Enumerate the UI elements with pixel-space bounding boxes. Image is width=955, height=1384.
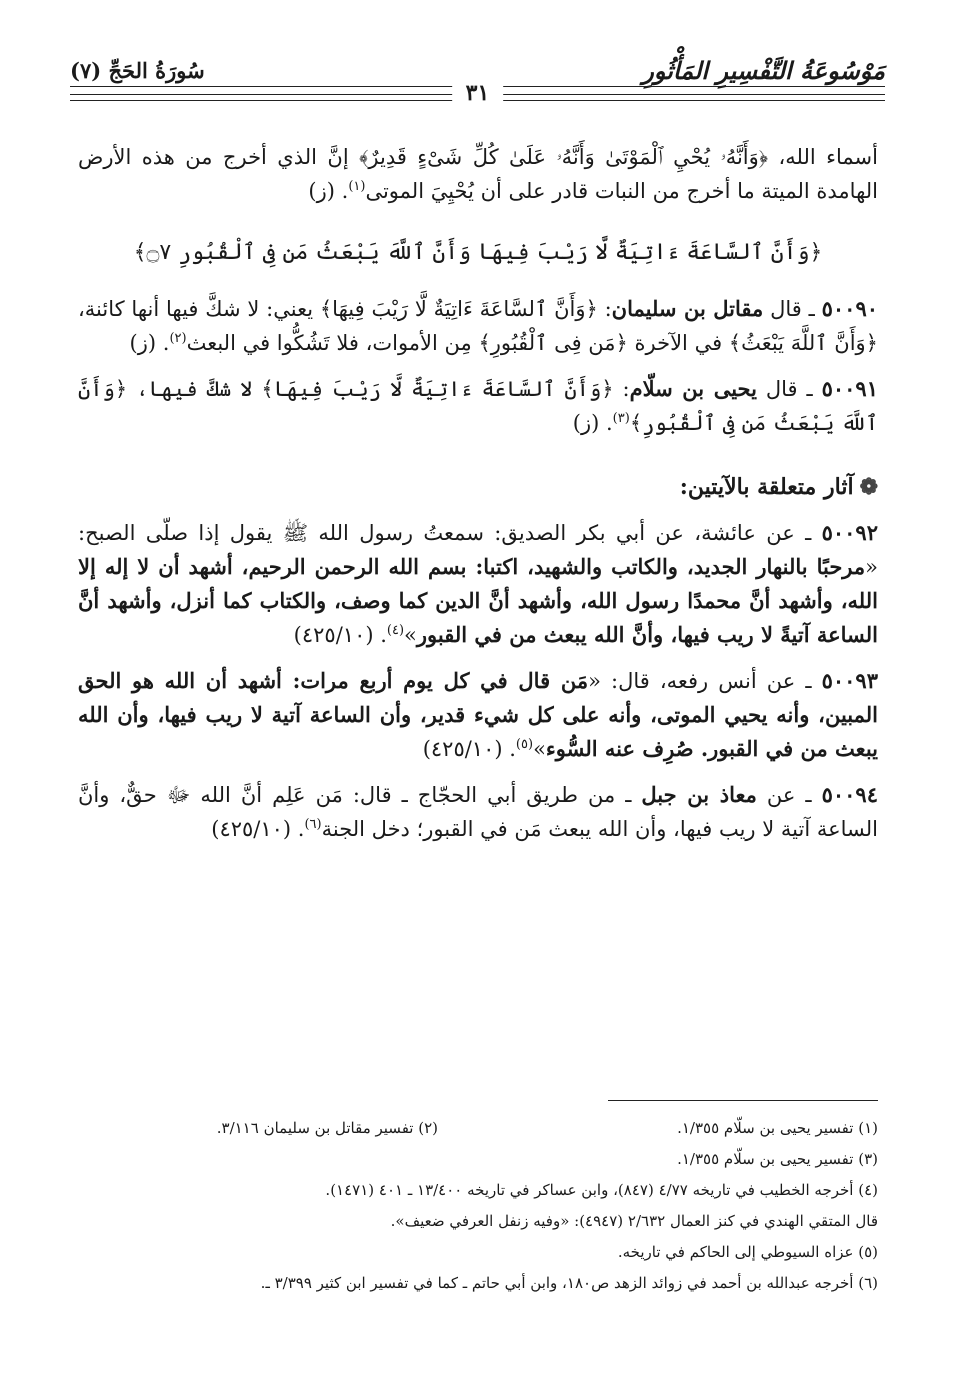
book-title: مَوْسُوعَةُ التَّفْسِيرِ المَأْثُورِ (642, 56, 885, 85)
entry-text: ـ عن أنس رفعه، قال: « (588, 669, 812, 693)
main-text (78, 140, 878, 846)
narrator-name: معاذ بن جبل (641, 782, 757, 807)
entry-50093 (78, 664, 878, 766)
source-tag: . (٤٢٥/١٠) (422, 737, 516, 761)
hadith-text: مرحبًا بالنهار الجديد، والكاتب والشهيد، اكتبا: بسم الله الرحمن الرحيم، أشهد أن لا إله إلا الله، وأشهد أنَّ محمدًا رسول الله، وأشهد أنَّ الدين كما وصف، والكتاب كما أنزل، وأشهد أنَّ الساعة آتيةً لا ريب فيها، وأنَّ الله يبعث من في القبور (78, 554, 878, 647)
entry-number: ٥٠٠٩٠ (821, 296, 879, 321)
source-tag: . (ز) (308, 179, 349, 203)
surah-label: سُورَةُ الحَجِّ (٧) (70, 58, 205, 83)
entry-50091 (78, 372, 878, 440)
footnote-5: (٥) عزاه السيوطي إلى الحاكم في تاريخه. (617, 1243, 878, 1261)
entry-text: ـ عن (766, 783, 812, 807)
narrator-name: يحيى بن سلّام (629, 376, 757, 401)
footnote-ref[interactable]: (٢) (169, 331, 187, 346)
entry-text: : ﴿وَأَنَّ ٱلسَّاعَةَ ءَاتِيَةٌ لَّا رَيْبَ فِيهَا﴾ لا شكَّ فيها، ﴿وَأَنَّ ٱللَّهَ يَبْعَثُ مَن فِى ٱلْقُبُورِ﴾ (78, 377, 878, 435)
footnote-row (78, 1113, 878, 1144)
footnote-ref[interactable]: (٣) (612, 411, 630, 426)
footnote-ref[interactable]: (٦) (304, 817, 322, 832)
entry-number: ٥٠٠٩١ (821, 376, 878, 401)
section-heading (78, 470, 878, 504)
entry-50090 (78, 292, 878, 360)
footnote-4: (٤) أخرجه الخطيب في تاريخه ٤/٧٧ (٨٤٧)، وابن عساكر في تاريخه ١٣/٤٠٠ ـ ٤٠١ (١٤٧١). (325, 1181, 878, 1199)
quran-verse: ﴿وَأَنَّ ٱلسَّاعَةَ ءَاتِيَةٌ لَّا رَيْبَ فِيهَا وَأَنَّ ٱللَّهَ يَبْعَثُ مَن فِى ٱلْقُبُورِ ۝٧﴾ (133, 240, 823, 265)
entry-text: ـ من طريق أبي الحجّاج ـ قال: مَن عَلِم أنَّ الله ﷻ حقٌّ، وأنَّ الساعة آتية لا ريب فيها، وأن الله يبعث مَن في القبور؛ دخل الجنة (78, 783, 878, 841)
footnote-ref[interactable]: (٥) (515, 737, 534, 752)
quote-close: » (404, 623, 417, 647)
entry-text: ـ عن عائشة، عن أبي بكر الصديق: سمعتُ رسول الله ﷺ يقول إذا صلّى الصبح: « (78, 521, 878, 579)
page-number: ٣١ (452, 80, 504, 106)
flower-icon: ❁ (859, 474, 878, 500)
footnote-1: (١) تفسير يحيى بن سلّام ١/٣٥٥. (677, 1119, 878, 1137)
intro-paragraph (78, 140, 878, 208)
entry-number: ٥٠٠٩٢ (821, 520, 878, 545)
entry-50094 (78, 778, 878, 846)
footnote-ref[interactable]: (١) (348, 179, 366, 194)
entry-number: ٥٠٠٩٣ (821, 668, 878, 693)
footnote-4-note: قال المتقي الهندي في كنز العمال ٢/٦٣٢ (٤٩٤٧): «وفيه زنفل العرفي ضعيف». (390, 1212, 878, 1230)
entry-text: : ﴿وَأَنَّ ٱلسَّاعَةَ ءَاتِيَةٌ لَّا رَيْبَ فِيهَا﴾ يعني: لا شكَّ فيها أنها كائنة، ﴿وَأَنَّ ٱللَّهَ يَبْعَثُ﴾ في الآخرة ﴿مَن فِى ٱلْقُبُورِ﴾ مِن الأموات، فلا تَشُكُّوا في البعث (78, 297, 878, 355)
footnotes (78, 1100, 878, 1299)
source-tag: . (٤٢٥/١٠) (211, 817, 305, 841)
source-tag: . (ز) (572, 411, 613, 435)
footnote-3: (٣) تفسير يحيى بن سلّام ١/٣٥٥. (677, 1150, 878, 1168)
hadith-text: مَن قال في كل يوم أربع مرات: أشهد أن الله هو الحق المبين، وأنه يحيي الموتى، وأنه على كل شيء قدير، وأن الساعة آتية لا ريب فيها، وأن الله يبعث من في القبور. صُرِف عنه السُّوء (78, 668, 878, 761)
entry-50092 (78, 516, 878, 652)
entry-number: ٥٠٠٩٤ (821, 782, 878, 807)
source-tag: . (٤٢٥/١٠) (293, 623, 387, 647)
page-header (70, 52, 885, 112)
footnote-ref[interactable]: (٤) (386, 623, 405, 638)
source-tag: . (ز) (129, 331, 170, 355)
footnote-rule (608, 1100, 878, 1101)
footnote-6: (٦) أخرجه عبدالله بن أحمد في زوائد الزهد ص١٨٠، وابن أبي حاتم ـ كما في تفسير ابن كثير ٣/٣٩٩ ـ. (260, 1274, 878, 1292)
section-title-text: آثار متعلقة بالآيتين: (679, 474, 854, 500)
narrator-name: مقاتل بن سليمان (611, 296, 764, 321)
entry-text: ـ قال (765, 377, 813, 401)
entry-text: ـ قال (770, 297, 815, 321)
quote-close: » (533, 737, 546, 761)
intro-line-2: الهامدة الميتة ما أخرج من النبات قادر على أن يُحْيِيَ الموتى (365, 179, 878, 203)
footnote-2: (٢) تفسير مقاتل بن سليمان ٣/١١٦. (216, 1119, 438, 1137)
intro-line-1: أسماء الله، ﴿وَأَنَّهُۥ يُحْيِ ٱلْمَوْتَىٰ وَأَنَّهُۥ عَلَىٰ كُلِّ شَىْءٍ قَدِيرٌ﴾ إنَّ الذي أخرج من هذه الأرض (78, 145, 878, 169)
